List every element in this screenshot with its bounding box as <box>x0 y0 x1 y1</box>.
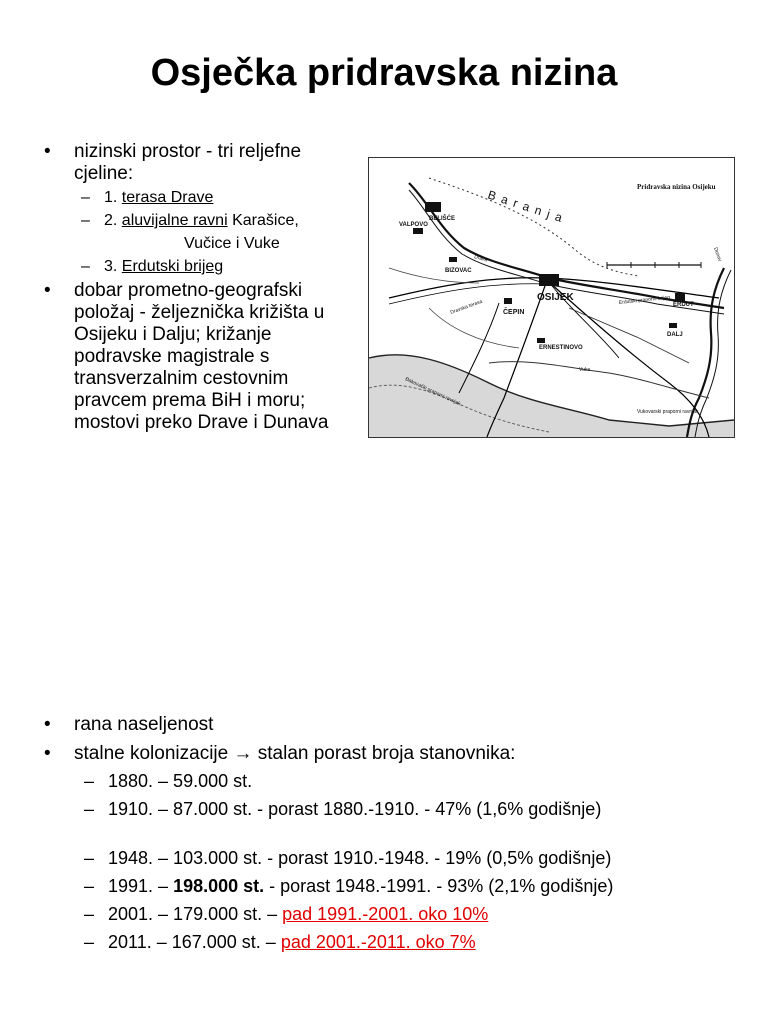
bullet-item-relief <box>44 141 344 185</box>
map-label-bizovac: BIZOVAC <box>445 268 472 274</box>
map-label-dunav: Dunav <box>712 246 723 263</box>
decline-note: pad 1991.-2001. oko 10% <box>282 904 489 924</box>
dash-icon: – <box>84 876 95 896</box>
bullet-text: nizinski prostor - tri reljefne cjeline: <box>74 141 302 184</box>
bullet-item-settlement <box>44 714 744 736</box>
underlined-term: Erdutski brijeg <box>121 258 224 275</box>
population-item-2011: – 2011. – 167.000 st. – pad 2001.-2011. oko 7% <box>84 932 476 952</box>
map-label-dakovacki: Đakovački praporni ravnjak <box>404 376 462 408</box>
dash-icon: – <box>84 771 95 791</box>
bullet-icon: • <box>44 743 51 764</box>
map-title: Pridravska nizina Osijeku <box>637 183 716 191</box>
bullet-icon: • <box>44 714 51 735</box>
map-label-valpovo: VALPOVO <box>399 222 428 228</box>
dash-icon: – <box>81 258 90 275</box>
dash-icon: – <box>84 904 95 924</box>
sub-item-terasa: – 1. terasa Drave <box>81 189 214 206</box>
bullet-text: rana naseljenost <box>74 714 214 735</box>
map-drawing <box>369 158 734 437</box>
population-item-1910: – 1910. – 87.000 st. - porast 1880.-1910. - 47% (1,6% godišnje) <box>84 799 602 819</box>
map-label-ernestinovo: ERNESTINOVO <box>539 345 583 351</box>
map-label-vuka: Vuka <box>579 367 591 373</box>
population-item-2001: – 2001. – 179.000 st. – pad 1991.-2001. oko 10% <box>84 904 489 924</box>
bullet-text: stalne kolonizacije → stalan porast broja stanovnika: <box>74 743 516 764</box>
bullet-text: dobar prometno-geografski položaj - željeznička križišta u Osijeku i Dalju; križanje podravske magistrale s transverzalnim cestovnim pravcem prema BiH i moru; mostovi preko Drave i Dunava <box>74 280 329 433</box>
map-label-osijek: OSIJEK <box>537 292 574 303</box>
top-bullet-list <box>44 141 344 436</box>
sub-item-erdutski: – 3. Erdutski brijeg <box>81 258 224 275</box>
sub-item-aluvijalne: – 2. aluvijalne ravni Karašice, <box>81 212 299 229</box>
map-label-baranja: Baranja <box>486 187 570 227</box>
page-title: Osječka pridravska nizina <box>150 52 618 94</box>
population-item-1948: – 1948. – 103.000 st. - porast 1910.-1948. - 19% (0,5% godišnje) <box>84 848 612 868</box>
bullet-item-colonization <box>44 743 744 765</box>
map-label-erdutski: Erdutski praporni brijeg <box>618 294 671 306</box>
population-item-1880: – 1880. – 59.000 st. <box>84 771 253 791</box>
map-label-terasa: Dravska terasa <box>449 298 484 316</box>
bottom-bullet-list <box>44 714 744 959</box>
dash-icon: – <box>81 189 90 206</box>
decline-note: pad 2001.-2011. oko 7% <box>280 932 476 952</box>
map-label-erdut: ERDUT <box>673 302 694 308</box>
dash-icon: – <box>81 212 90 229</box>
bullet-item-traffic <box>44 280 344 434</box>
map-label-belisce: BELIŠĆE <box>429 216 456 222</box>
population-item-1991: – 1991. – 198.000 st. - porast 1948.-1991. - 93% (2,1% godišnje) <box>84 876 614 896</box>
dash-icon: – <box>84 799 95 819</box>
dash-icon: – <box>84 932 95 952</box>
spacer <box>44 826 744 844</box>
underlined-term: terasa Drave <box>121 189 214 206</box>
map-label-vukovarski: Vukovarski praporni ravnjak <box>637 409 699 415</box>
underlined-term: aluvijalne ravni <box>121 212 228 229</box>
map-label-cepin: ČEPIN <box>503 309 525 316</box>
bullet-icon: • <box>44 280 51 301</box>
bold-value: 198.000 st. <box>173 876 265 896</box>
dash-icon: – <box>84 848 95 868</box>
bullet-icon: • <box>44 141 51 162</box>
sub-item-continuation: Vučice i Vuke <box>184 235 280 252</box>
map-label-dalj: DALJ <box>667 332 683 338</box>
map-figure <box>368 157 735 438</box>
map-label-drava: Drava <box>473 254 488 264</box>
